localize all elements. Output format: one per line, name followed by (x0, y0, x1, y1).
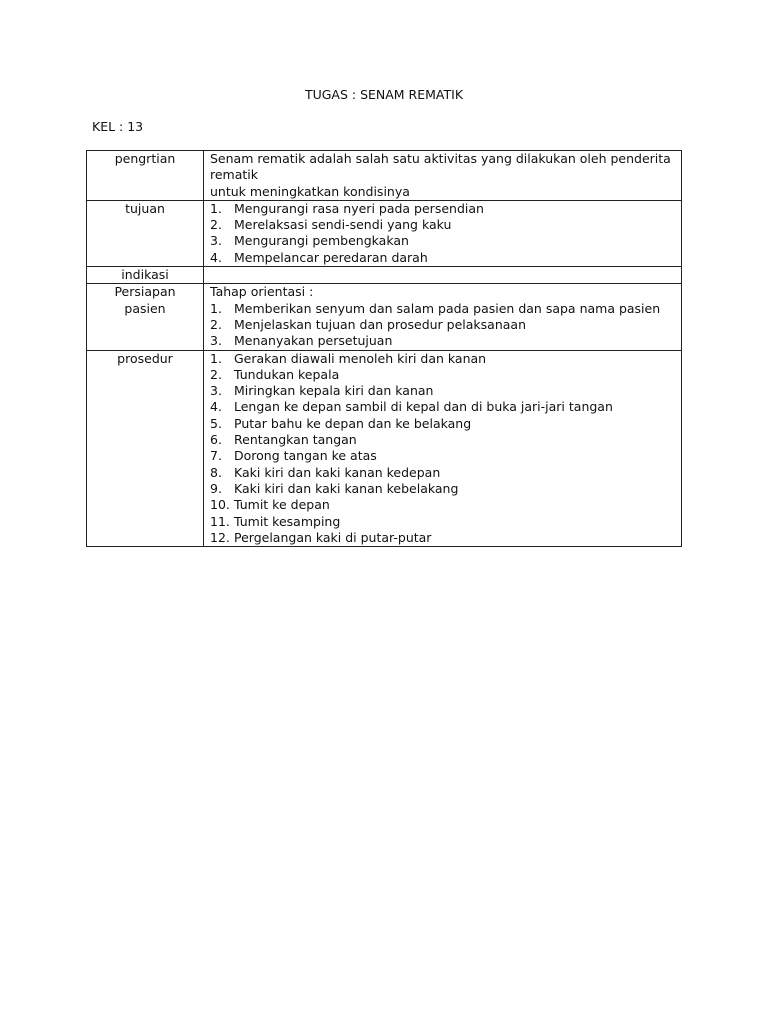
table-row-persiapan (87, 284, 682, 350)
indikasi-content (204, 267, 682, 284)
item-text: Rentangkan tangan (234, 432, 357, 448)
item-number: 6. (210, 432, 222, 448)
item-text: Lengan ke depan sambil di kepal dan di buka jari-jari tangan (234, 399, 613, 415)
item-number: 4. (210, 249, 222, 265)
item-number: 2. (210, 366, 222, 382)
item-number: 10. (210, 497, 230, 513)
item-text: Mengurangi pembengkakan (234, 233, 409, 249)
list-item (210, 333, 675, 349)
item-number: 12. (210, 529, 230, 545)
list-item (210, 530, 675, 546)
list-item (210, 217, 675, 233)
pengertian-content (204, 151, 682, 201)
list-item (210, 317, 675, 333)
list-item (210, 250, 675, 266)
persiapan-content (204, 284, 682, 350)
item-number: 3. (210, 233, 222, 249)
item-number: 2. (210, 316, 222, 332)
row-label: pengrtian (87, 151, 204, 201)
item-text: Pergelangan kaki di putar-putar (234, 529, 432, 545)
item-number: 1. (210, 200, 222, 216)
item-number: 5. (210, 415, 222, 431)
row-label: tujuan (87, 200, 204, 266)
item-number: 8. (210, 464, 222, 480)
list-item (210, 448, 675, 464)
item-number: 9. (210, 480, 222, 496)
item-number: 7. (210, 448, 222, 464)
list-item (210, 233, 675, 249)
text-line: Senam rematik adalah salah satu aktivitas yang dilakukan oleh penderita rematik (210, 151, 671, 183)
row-label: indikasi (87, 267, 204, 284)
item-number: 2. (210, 217, 222, 233)
table-row-pengertian (87, 151, 682, 201)
item-text: Dorong tangan ke atas (234, 448, 377, 464)
list-item (210, 383, 675, 399)
item-text: Putar bahu ke depan dan ke belakang (234, 415, 472, 431)
table-row-tujuan (87, 200, 682, 266)
item-text: Gerakan diawali menoleh kiri dan kanan (234, 350, 487, 366)
item-number: 1. (210, 350, 222, 366)
item-text: Menanyakan persetujuan (234, 333, 393, 349)
item-number: 3. (210, 383, 222, 399)
list-item (210, 481, 675, 497)
item-text: Memberikan senyum dan salam pada pasien dan sapa nama pasien (234, 300, 661, 316)
row-label: prosedur (87, 350, 204, 547)
item-text: Tumit kesamping (234, 513, 341, 529)
item-text: Kaki kiri dan kaki kanan kedepan (234, 464, 441, 480)
item-text: Mengurangi rasa nyeri pada persendian (234, 200, 484, 216)
tujuan-list (210, 201, 675, 266)
list-item (210, 351, 675, 367)
item-text: Merelaksasi sendi-sendi yang kaku (234, 217, 452, 233)
prosedur-list (210, 351, 675, 547)
text-line: untuk meningkatkan kondisinya (210, 183, 410, 199)
orientation-heading: Tahap orientasi : (210, 284, 314, 300)
prosedur-content (204, 350, 682, 547)
item-text: Mempelancar peredaran darah (234, 249, 428, 265)
item-text: Miringkan kepala kiri dan kanan (234, 383, 434, 399)
item-text: Tumit ke depan (234, 497, 330, 513)
tujuan-content (204, 200, 682, 266)
row-label: Persiapan pasien (87, 284, 204, 350)
content-table (86, 150, 682, 547)
list-item (210, 399, 675, 415)
document-title: TUGAS : SENAM REMATIK (304, 87, 464, 102)
table-row-prosedur (87, 350, 682, 547)
list-item (210, 301, 675, 317)
group-label: KEL : 13 (92, 119, 144, 134)
list-item (210, 497, 675, 513)
item-number: 1. (210, 300, 222, 316)
item-text: Tundukan kepala (234, 366, 340, 382)
list-item (210, 416, 675, 432)
item-number: 3. (210, 333, 222, 349)
list-item (210, 201, 675, 217)
persiapan-list (210, 301, 675, 350)
item-text: Menjelaskan tujuan dan prosedur pelaksanaan (234, 316, 526, 332)
item-number: 4. (210, 399, 222, 415)
list-item (210, 465, 675, 481)
item-text: Kaki kiri dan kaki kanan kebelakang (234, 480, 459, 496)
list-item (210, 367, 675, 383)
list-item (210, 514, 675, 530)
item-number: 11. (210, 513, 230, 529)
list-item (210, 432, 675, 448)
table-row-indikasi (87, 267, 682, 284)
